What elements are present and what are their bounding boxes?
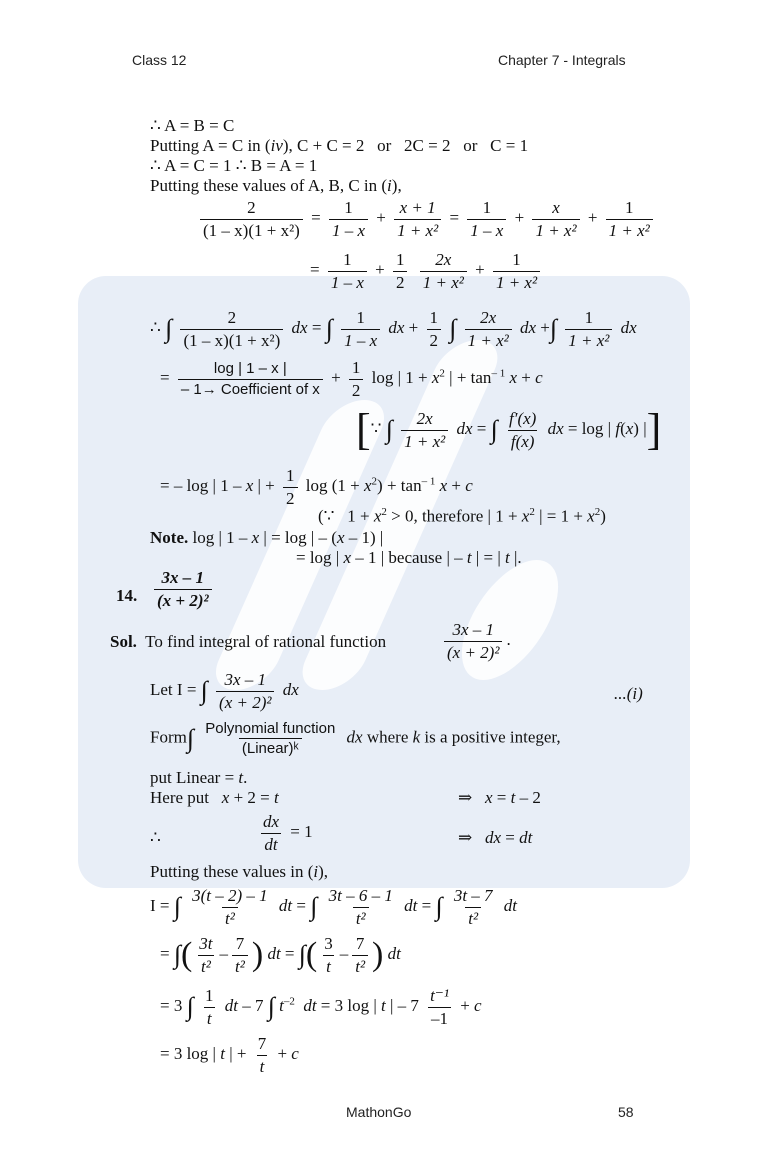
line-putting-a-c: Putting A = C in (iv), C + C = 2 or 2C = 2 or C = 1	[150, 136, 529, 155]
question-expression: $\frac{3x - 1}{\text{(x + 2)²}}$	[150, 568, 216, 610]
header-chapter-label: Chapter 7 - Integrals	[498, 52, 626, 68]
footer-page-number: 58	[618, 1104, 634, 1120]
question-number: 14.	[116, 586, 138, 605]
solution-intro: Sol. To find integral of rational function	[110, 632, 387, 651]
equation-let-i: Let I = ∫ $\frac{3x - 1}{\text{(x + 2)²}}$ dx	[150, 670, 299, 712]
equation-partial-fractions: $\frac{2}{\text{(1 – x)(1 + x²)}}$ = $\frac{1}{1 - x}$ + $\frac{x + 1}{\text{1 + x²}}$ = $\frac{1}{1 - x}$ + $\frac{x}{\text{1 + x²}}$ + $\frac{1}{\text{1 + x²}}$	[196, 198, 657, 240]
equation-form: Form∫ $\frac{\text{Polynomial function}}{\text{(Linear)ᵏ}}$ dx where k is a positive integer,	[150, 720, 561, 758]
line-here-put: Here put x + 2 = t	[150, 788, 279, 807]
solution-fraction: $\frac{3x - 1}{\text{(x + 2)²}}$ .	[440, 620, 511, 662]
equation-partial-fractions-2: = $\frac{1}{1 - x}$ + $\frac{1}{2}$ $\frac{2x}{\text{1 + x²}}$ + $\frac{1}{\text{1 + x²}}$	[310, 250, 544, 292]
equation-integral: ∴ ∫ $\frac{2}{\text{(1 – x)(1 + x²)}}$ dx = ∫ $\frac{1}{1 - x}$ dx + $\frac{1}{2}$ ∫ $\frac{2x}{\text{1 + x²}}$ dx +∫ $\frac{1}{\text{1 + x²}}$ dx	[150, 308, 637, 350]
equation-split: = ∫( $\frac{3t}{\text{t²}}$ – $\frac{7}{\text{t²}}$ ) dt = ∫( $\frac{3}{t}$ – $\frac{7}{\text{t²}}$ ) dt	[160, 934, 401, 976]
therefore-symbol: ∴	[150, 828, 161, 847]
line-therefore-abc: ∴ A = B = C	[150, 116, 235, 135]
line-dxdt-result: ⇒ dx = dt	[458, 828, 533, 847]
line-put-linear: put Linear = t.	[150, 768, 248, 787]
note-line-2: = log | x – 1 | because | – t | = | t |.	[296, 548, 522, 567]
line-a-c-1: ∴ A = C = 1 ∴ B = A = 1	[150, 156, 318, 175]
equation-final: = 3 log | t | + $\frac{7}{t}$ + c	[160, 1034, 299, 1076]
equation-log-result: = $\frac{\log | 1 - x |}{\text{– 1→ Coefficient of x}}$ + $\frac{1}{2}$ log | $1 + x^2$ | + $\tan^{- 1} x + c$	[160, 358, 543, 400]
equation-i-substituted: I = ∫ $\frac{3(t - 2) - 1}{\text{t²}}$ dt = ∫ $\frac{3t - 6 - 1}{\text{t²}}$ dt = ∫ $\frac{3t - 7}{\text{t²}}$ dt	[150, 886, 518, 928]
equation-bracket-note: [∵ ∫ $\frac{2x}{\text{1 + x²}}$ dx = ∫ $\frac{f'(x)}{f(x)}$ dx = log | f(x) |]	[356, 405, 662, 454]
line-here-result: ⇒ x = t – 2	[458, 788, 541, 807]
line-since-positive: (∵ $1 + x^2 > 0$, therefore | $1 + x^2$ | = $1 + x^2$)	[318, 506, 606, 526]
equation-dxdt: $\frac{dx}{dt}$ = 1	[263, 812, 313, 854]
line-putting-in-i: Putting these values in (i),	[150, 862, 329, 881]
equation-integrated: = 3 ∫ $\frac{1}{t}$ dt – 7 ∫ $t^{-2}$ dt = 3 log | t | – 7 $\frac{\text{t⁻¹}}{-1}$ + c	[160, 986, 482, 1028]
note-line-1: Note. log | 1 – x | = log | – (x – 1) |	[150, 528, 384, 547]
line-putting-values: Putting these values of A, B, C in (i),	[150, 176, 402, 195]
fraction-main: $\frac{2}{\text{(1 – x)(1 + x²)}}$	[200, 198, 303, 240]
header-class-label: Class 12	[132, 52, 187, 68]
equation-final-log: = – log | 1 – x | + $\frac{1}{2}$ $\log (1 + x^2) + \tan^{- 1} x + c$	[160, 466, 473, 508]
equation-label-i: ...(i)	[614, 684, 643, 703]
footer-brand: MathonGo	[346, 1104, 412, 1120]
